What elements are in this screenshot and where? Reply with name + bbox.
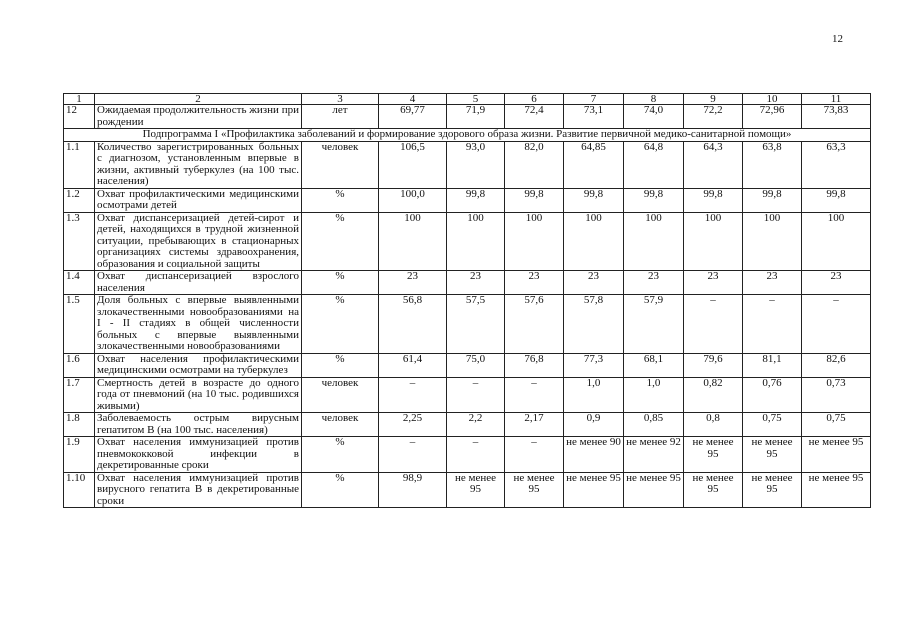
value-cell: 23: [379, 271, 447, 295]
value-cell: 0,85: [624, 413, 684, 437]
value-cell: 23: [505, 271, 564, 295]
table-row: [64, 188, 871, 212]
value-cell: не менее 95: [684, 437, 743, 473]
row-number: 12: [64, 105, 95, 129]
value-cell: 73,83: [802, 105, 871, 129]
value-cell: 100: [447, 212, 505, 271]
value-cell: 64,85: [564, 141, 624, 188]
subprogram-row: [64, 129, 871, 142]
column-number: 3: [302, 94, 379, 105]
column-number: 4: [379, 94, 447, 105]
column-number: 10: [743, 94, 802, 105]
value-cell: 63,3: [802, 141, 871, 188]
value-cell: 23: [447, 271, 505, 295]
value-cell: 23: [743, 271, 802, 295]
value-cell: 79,6: [684, 353, 743, 377]
value-cell: 0,82: [684, 377, 743, 413]
column-number: 6: [505, 94, 564, 105]
indicator-name: Заболеваемость острым вирусным гепатитом В (на 100 тыс. населения): [95, 413, 302, 437]
value-cell: 68,1: [624, 353, 684, 377]
column-number: 1: [64, 94, 95, 105]
value-cell: не менее 90: [564, 437, 624, 473]
value-cell: 71,9: [447, 105, 505, 129]
value-cell: 99,8: [684, 188, 743, 212]
indicator-name: Охват населения иммунизацией против пневмококковой инфекции в декретированные сроки: [95, 437, 302, 473]
value-cell: 23: [564, 271, 624, 295]
table-row: [64, 212, 871, 271]
value-cell: не менее 95: [505, 472, 564, 508]
value-cell: 99,8: [564, 188, 624, 212]
table-row-life-expectancy: [64, 105, 871, 129]
column-number: 9: [684, 94, 743, 105]
value-cell: –: [505, 377, 564, 413]
value-cell: 0,75: [802, 413, 871, 437]
table-row: [64, 377, 871, 413]
value-cell: 99,8: [505, 188, 564, 212]
column-number: 8: [624, 94, 684, 105]
table-row: [64, 413, 871, 437]
value-cell: 74,0: [624, 105, 684, 129]
value-cell: –: [447, 437, 505, 473]
value-cell: 57,8: [564, 295, 624, 354]
table-row: [64, 353, 871, 377]
value-cell: 61,4: [379, 353, 447, 377]
column-number: 5: [447, 94, 505, 105]
row-number: 1.9: [64, 437, 95, 473]
table-row: [64, 271, 871, 295]
indicator-name: Количество зарегистрированных больных с диагнозом, установленным впервые в жизни, активный туберкулез (на 100 тыс. населения): [95, 141, 302, 188]
unit: %: [302, 271, 379, 295]
indicator-name: Ожидаемая продолжительность жизни при рождении: [95, 105, 302, 129]
row-number: 1.6: [64, 353, 95, 377]
value-cell: –: [684, 295, 743, 354]
value-cell: 76,8: [505, 353, 564, 377]
row-number: 1.1: [64, 141, 95, 188]
table-row: [64, 141, 871, 188]
value-cell: 73,1: [564, 105, 624, 129]
value-cell: 72,4: [505, 105, 564, 129]
column-number: 11: [802, 94, 871, 105]
value-cell: 23: [624, 271, 684, 295]
value-cell: не менее 95: [802, 472, 871, 508]
table-row: [64, 295, 871, 354]
value-cell: 23: [802, 271, 871, 295]
value-cell: не менее 95: [743, 472, 802, 508]
value-cell: 100: [379, 212, 447, 271]
value-cell: 0,9: [564, 413, 624, 437]
value-cell: 100: [802, 212, 871, 271]
subprogram-title: Подпрограмма I «Профилактика заболеваний и формирование здорового образа жизни. Развитие первичной медико-санитарной помощи»: [64, 129, 871, 142]
value-cell: 99,8: [743, 188, 802, 212]
value-cell: 72,96: [743, 105, 802, 129]
value-cell: 100: [684, 212, 743, 271]
value-cell: 1,0: [564, 377, 624, 413]
value-cell: 72,2: [684, 105, 743, 129]
value-cell: –: [802, 295, 871, 354]
row-number: 1.8: [64, 413, 95, 437]
unit: %: [302, 188, 379, 212]
unit: %: [302, 472, 379, 508]
value-cell: 100: [505, 212, 564, 271]
column-number: 2: [95, 94, 302, 105]
unit: лет: [302, 105, 379, 129]
table-row: [64, 472, 871, 508]
value-cell: 69,77: [379, 105, 447, 129]
value-cell: 0,76: [743, 377, 802, 413]
value-cell: 0,73: [802, 377, 871, 413]
value-cell: 81,1: [743, 353, 802, 377]
value-cell: 98,9: [379, 472, 447, 508]
indicator-name: Смертность детей в возрасте до одного года от пневмоний (на 10 тыс. родившихся живыми): [95, 377, 302, 413]
value-cell: 100,0: [379, 188, 447, 212]
unit: человек: [302, 377, 379, 413]
value-cell: не менее 95: [802, 437, 871, 473]
value-cell: не менее 95: [447, 472, 505, 508]
row-number: 1.7: [64, 377, 95, 413]
value-cell: 2,2: [447, 413, 505, 437]
indicator-name: Доля больных с впервые выявленными злокачественными новообразованиями на I - II стадиях в общей численности больных с впервые выявленными злокачественными новообразованиями: [95, 295, 302, 354]
value-cell: –: [505, 437, 564, 473]
value-cell: 77,3: [564, 353, 624, 377]
row-number: 1.2: [64, 188, 95, 212]
page-number: 12: [832, 33, 843, 45]
table-row: [64, 437, 871, 473]
value-cell: –: [743, 295, 802, 354]
row-number: 1.3: [64, 212, 95, 271]
column-number-row: [64, 94, 871, 105]
value-cell: 82,0: [505, 141, 564, 188]
row-number: 1.10: [64, 472, 95, 508]
unit: %: [302, 353, 379, 377]
value-cell: 100: [564, 212, 624, 271]
value-cell: 57,5: [447, 295, 505, 354]
unit: %: [302, 295, 379, 354]
value-cell: 2,25: [379, 413, 447, 437]
indicator-name: Охват населения иммунизацией против вирусного гепатита В в декретированные сроки: [95, 472, 302, 508]
value-cell: 75,0: [447, 353, 505, 377]
value-cell: 63,8: [743, 141, 802, 188]
value-cell: –: [379, 377, 447, 413]
value-cell: не менее 95: [624, 472, 684, 508]
value-cell: –: [379, 437, 447, 473]
value-cell: 106,5: [379, 141, 447, 188]
value-cell: 57,9: [624, 295, 684, 354]
indicator-name: Охват диспансеризацией детей-сирот и детей, находящихся в трудной жизненной ситуации, пребывающих в стационарных организациях системы здравоохранения, образования и социальной защиты: [95, 212, 302, 271]
value-cell: 56,8: [379, 295, 447, 354]
value-cell: 0,8: [684, 413, 743, 437]
value-cell: 1,0: [624, 377, 684, 413]
value-cell: 100: [743, 212, 802, 271]
value-cell: 23: [684, 271, 743, 295]
indicator-name: Охват населения профилактическими медицинскими осмотрами на туберкулез: [95, 353, 302, 377]
value-cell: 2,17: [505, 413, 564, 437]
value-cell: 64,8: [624, 141, 684, 188]
value-cell: 0,75: [743, 413, 802, 437]
column-number: 7: [564, 94, 624, 105]
unit: человек: [302, 141, 379, 188]
value-cell: не менее 95: [564, 472, 624, 508]
unit: человек: [302, 413, 379, 437]
indicator-name: Охват профилактическими медицинскими осмотрами детей: [95, 188, 302, 212]
value-cell: 82,6: [802, 353, 871, 377]
value-cell: 100: [624, 212, 684, 271]
row-number: 1.5: [64, 295, 95, 354]
value-cell: 64,3: [684, 141, 743, 188]
value-cell: 99,8: [447, 188, 505, 212]
value-cell: не менее 92: [624, 437, 684, 473]
indicator-name: Охват диспансеризацией взрослого населения: [95, 271, 302, 295]
unit: %: [302, 212, 379, 271]
value-cell: 93,0: [447, 141, 505, 188]
indicators-table: [63, 93, 871, 508]
unit: %: [302, 437, 379, 473]
value-cell: 99,8: [624, 188, 684, 212]
value-cell: 57,6: [505, 295, 564, 354]
value-cell: 99,8: [802, 188, 871, 212]
value-cell: –: [447, 377, 505, 413]
row-number: 1.4: [64, 271, 95, 295]
value-cell: не менее 95: [743, 437, 802, 473]
value-cell: не менее 95: [684, 472, 743, 508]
